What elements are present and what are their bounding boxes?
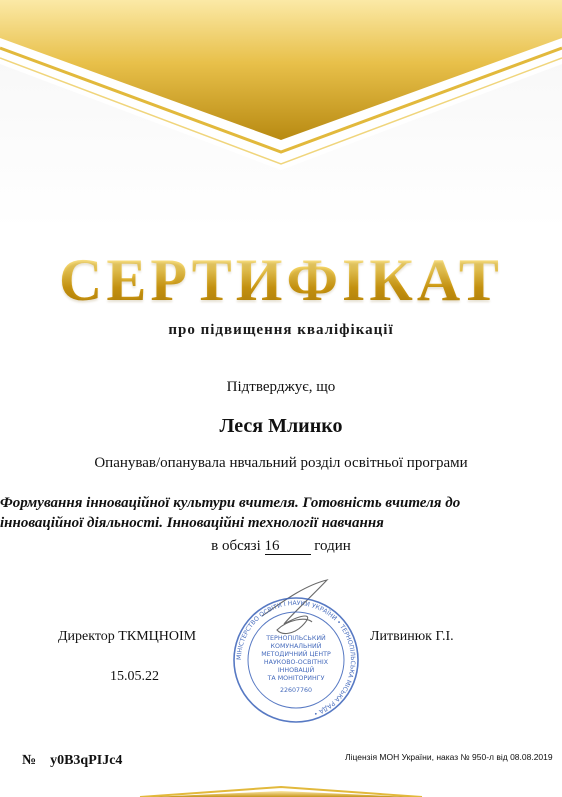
director-label: Директор ТКМЦНОІМ bbox=[58, 629, 197, 644]
number-label: № bbox=[22, 753, 37, 768]
stamp-line-6: ТА МОНІТОРИНГУ bbox=[267, 675, 325, 682]
stamp-line-2: КОМУНАЛЬНИЙ bbox=[270, 643, 322, 650]
stamp-ring-text: МІНІСТЕРСТВО ОСВІТИ І НАУКИ УКРАЇНИ • ТЕРНОПІЛЬСЬКА МІСЬКА РАДА • bbox=[235, 599, 357, 717]
volume-line bbox=[0, 538, 562, 555]
course-title bbox=[0, 493, 520, 533]
gold-bottom-decoration bbox=[0, 757, 562, 797]
gold-chevron-decoration bbox=[0, 0, 562, 240]
completion-statement: Опанував/опанувала нвчальний розділ освітньої програми bbox=[94, 455, 468, 471]
stamp-line-4: НАУКОВО-ОСВІТНІХ bbox=[263, 659, 329, 666]
official-stamp bbox=[232, 576, 360, 726]
recipient-name: Леся Млинко bbox=[219, 415, 343, 437]
certificate-title: СЕРТИФІКАТ bbox=[0, 246, 562, 315]
signer-name: Литвинюк Г.І. bbox=[370, 629, 454, 644]
hours-value: 16 bbox=[265, 538, 311, 555]
confirm-text: Підтверджує, що bbox=[226, 379, 336, 395]
certificate-subtitle: про підвищення кваліфікації bbox=[168, 322, 394, 338]
volume-prefix: в обсязі bbox=[211, 538, 261, 554]
stamp-line-1: ТЕРНОПІЛЬСЬКИЙ bbox=[266, 635, 326, 642]
stamp-code: 22607760 bbox=[279, 687, 313, 694]
license-note: Ліцензія МОН України, наказ № 950-л від 08.08.2019 bbox=[345, 752, 553, 762]
volume-suffix: годин bbox=[314, 538, 351, 554]
course-title-line-2: інноваційної діяльності. Інноваційні технології навчання bbox=[0, 515, 384, 531]
number-value: y0B3qPIJc4 bbox=[50, 753, 123, 768]
issue-date: 15.05.22 bbox=[110, 669, 159, 684]
stamp-line-3: МЕТОДИЧНИЙ ЦЕНТР bbox=[261, 651, 331, 658]
stamp-line-5: ІННОВАЦІЙ bbox=[277, 667, 315, 674]
course-title-line-1: Формування інноваційної культури вчителя. Готовність вчителя до bbox=[0, 495, 461, 511]
